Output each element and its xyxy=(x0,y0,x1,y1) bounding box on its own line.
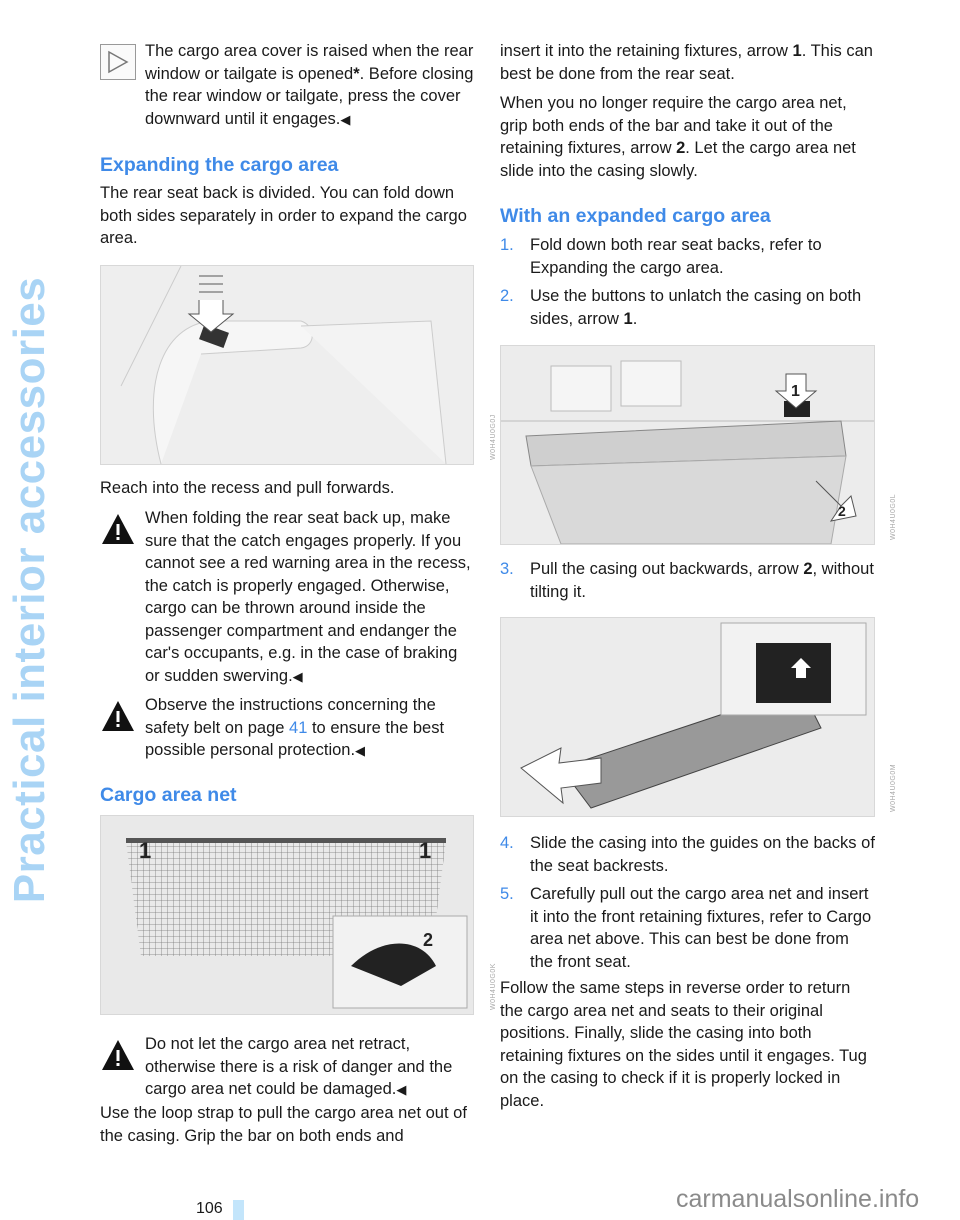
heading-cargo-net: Cargo area net xyxy=(100,784,237,806)
end-mark: ◀ xyxy=(340,111,351,127)
figure-seat-release xyxy=(100,265,474,465)
svg-text:1: 1 xyxy=(791,383,800,400)
page-number: 106 xyxy=(196,1200,223,1217)
heading-expanded-cargo: With an expanded cargo area xyxy=(500,205,771,227)
step-3 xyxy=(500,558,875,603)
note-cargo-cover xyxy=(100,40,475,131)
warning-triangle-icon xyxy=(100,511,136,547)
note-text-b: . Before closing the rear window or tailgate, press the cover downward until it engages. xyxy=(145,64,474,128)
para-expanding: The rear seat back is divided. You can fold down both sides separately in order to expand the cargo area. xyxy=(100,184,467,247)
svg-text:1: 1 xyxy=(419,838,432,863)
warning-body: Do not let the cargo area net retract, otherwise there is a risk of danger and the cargo area net could be damaged. xyxy=(145,1035,453,1098)
svg-text:2: 2 xyxy=(838,503,846,519)
para-insert xyxy=(500,40,875,85)
para-reverse: Follow the same steps in reverse order to return the cargo area net and seats to their original positions. Finally, slide the casing into both retaining fixtures on the sides until it engages. Tug on the casing to check if it is properly locked in place. xyxy=(500,979,867,1110)
step-1 xyxy=(500,234,875,279)
step-text: Use the buttons to unlatch the casing on both sides, arrow xyxy=(530,287,862,328)
figure-code: W0H4U0G0K xyxy=(490,963,497,1010)
step-number: 3. xyxy=(500,560,514,578)
text: . This can best be done from the rear seat. xyxy=(500,42,873,83)
step-number: 1. xyxy=(500,236,514,254)
warning-net-retract xyxy=(100,1033,475,1102)
note-text-a: The cargo area cover is raised when the rear window or tailgate is opened xyxy=(145,42,474,83)
note-arrow-icon xyxy=(100,44,136,80)
text: insert it into the retaining fixtures, arrow xyxy=(500,42,793,60)
optional-asterisk: * xyxy=(353,64,360,83)
end-mark: ◀ xyxy=(292,668,303,684)
figure-unlatch-casing xyxy=(500,345,875,545)
step-text: Fold down both rear seat backs, refer to Expanding the cargo area. xyxy=(530,236,822,277)
arrow-number: 2 xyxy=(676,139,686,157)
section-sidebar xyxy=(0,0,60,1180)
para-remove-net xyxy=(500,92,875,182)
warning-seat-catch xyxy=(100,507,475,688)
step-text: Carefully pull out the cargo area net and insert it into the front retaining fixtures, refer to Cargo area net above. This can best be done from the front seat. xyxy=(530,885,872,971)
para-reach: Reach into the recess and pull forwards. xyxy=(100,479,395,497)
section-title: Practical interior accessories xyxy=(4,276,54,904)
step-2 xyxy=(500,285,875,330)
warning-text-b: to ensure the best possible personal protection. xyxy=(145,718,445,759)
watermark: carmanualsonline.info xyxy=(676,1185,920,1213)
text: When you no longer require the cargo area net, grip both ends of the bar and take it out of the retaining fixtures, arrow xyxy=(500,94,847,157)
page-number-bar xyxy=(233,1200,244,1220)
text: . Let the cargo area net slide into the casing slowly. xyxy=(500,139,856,180)
step-text: . xyxy=(632,309,638,328)
arrow-number: 1 xyxy=(623,309,633,328)
end-mark: ◀ xyxy=(355,743,366,758)
step-text: , without tilting it. xyxy=(530,560,874,601)
figure-pull-casing xyxy=(500,617,875,817)
step-number: 4. xyxy=(500,834,514,852)
step-text: Slide the casing into the guides on the backs of the seat backrests. xyxy=(530,834,875,875)
end-mark: ◀ xyxy=(396,1082,407,1097)
arrow-number: 2 xyxy=(803,560,813,578)
svg-text:1: 1 xyxy=(139,838,152,863)
step-number: 5. xyxy=(500,885,514,903)
step-text: Pull the casing out backwards, arrow xyxy=(530,560,804,578)
step-number: 2. xyxy=(500,287,514,305)
svg-text:2: 2 xyxy=(423,930,434,950)
cargo-net-illustration xyxy=(101,816,473,1014)
casing-illustration xyxy=(501,346,874,544)
warning-body: When folding the rear seat back up, make sure that the catch engages properly. If you cannot see a red warning area in the recess, the catch is properly engaged. Otherwise, cargo can be thrown around inside the passenger compartment and endanger the car's occupants, e.g. in the case of braking or sudden swerving. xyxy=(145,509,471,685)
pull-casing-illustration xyxy=(501,618,874,816)
step-4 xyxy=(500,832,875,877)
figure-code: W0H4U0G0L xyxy=(890,493,897,540)
warning-text xyxy=(100,507,475,688)
seat-illustration xyxy=(101,266,473,464)
warning-triangle-icon xyxy=(100,698,136,734)
warning-text-a: Observe the instructions concerning the safety belt on page xyxy=(145,696,436,737)
arrow-number: 1 xyxy=(792,42,802,60)
step-5 xyxy=(500,883,875,973)
figure-code: W0H4U0G0M xyxy=(890,763,897,812)
warning-triangle-icon xyxy=(100,1037,136,1073)
para-loop-strap: Use the loop strap to pull the cargo area net out of the casing. Grip the bar on both ends and xyxy=(100,1104,467,1145)
figure-code: W0H4U0G0J xyxy=(490,414,497,460)
page-41-link[interactable]: 41 xyxy=(289,718,308,737)
heading-expanding: Expanding the cargo area xyxy=(100,154,339,176)
warning-safety-belt xyxy=(100,694,475,763)
figure-cargo-net xyxy=(100,815,474,1015)
